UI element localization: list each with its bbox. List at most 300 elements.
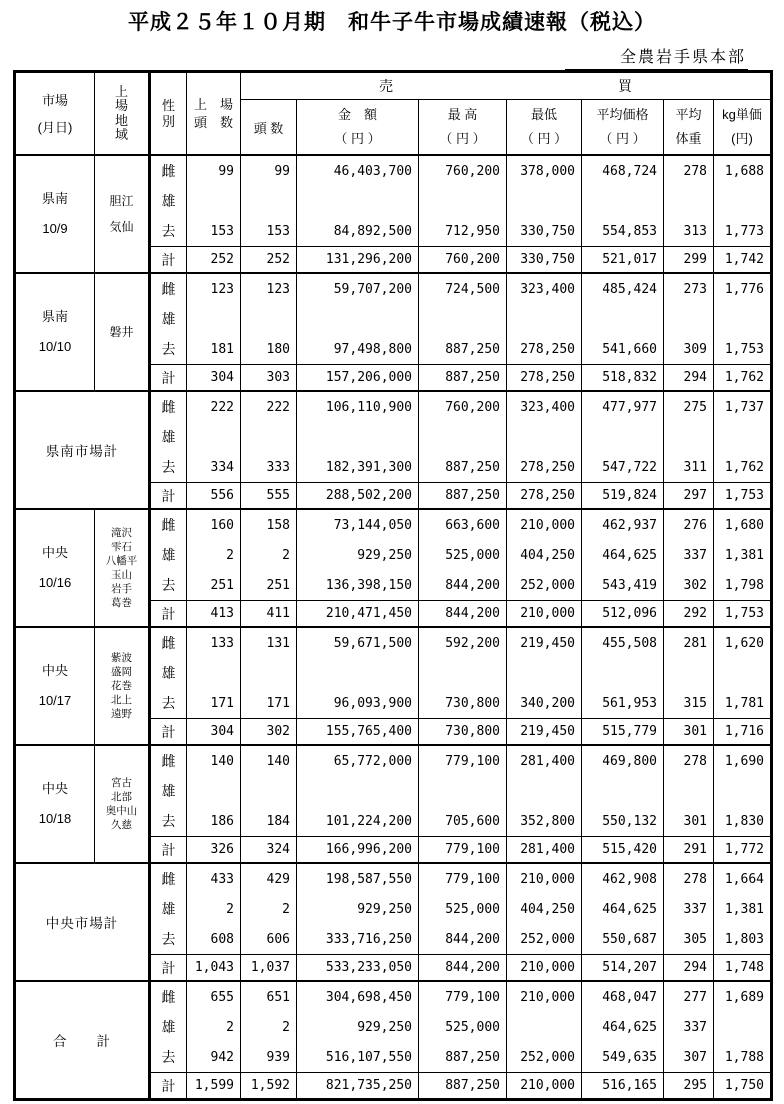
region-cell xyxy=(95,627,150,745)
cell-kg-unit-price: 1,798 xyxy=(714,570,772,601)
cell-max xyxy=(419,304,507,334)
cell-heads: 303 xyxy=(241,365,297,392)
sex-cell: 計 xyxy=(150,837,187,864)
cell-kg-unit-price: 1,742 xyxy=(714,247,772,274)
sex-cell: 雄 xyxy=(150,186,187,216)
cell-max: 525,000 xyxy=(419,1012,507,1042)
cell-amount: 304,698,450 xyxy=(297,981,419,1012)
cell-min: 352,800 xyxy=(507,806,582,837)
cell-amount: 516,107,550 xyxy=(297,1042,419,1073)
cell-listed-heads: 140 xyxy=(187,745,241,776)
cell-kg-unit-price: 1,381 xyxy=(714,894,772,924)
market-line: 10/16 xyxy=(38,575,72,590)
cell-avg-price: 464,625 xyxy=(582,540,664,570)
cell-amount: 97,498,800 xyxy=(297,334,419,365)
market-results-table xyxy=(13,70,773,1101)
cell-avg-weight: 278 xyxy=(664,863,714,894)
cell-avg-weight: 277 xyxy=(664,981,714,1012)
sex-cell: 計 xyxy=(150,247,187,274)
cell-kg-unit-price: 1,680 xyxy=(714,509,772,540)
cell-heads xyxy=(241,776,297,806)
cell-heads: 555 xyxy=(241,483,297,510)
cell-max: 887,250 xyxy=(419,1042,507,1073)
sex-cell: 去 xyxy=(150,1042,187,1073)
market-cell xyxy=(15,745,95,863)
cell-heads xyxy=(241,658,297,688)
cell-avg-price: 469,800 xyxy=(582,745,664,776)
cell-avg-weight: 301 xyxy=(664,806,714,837)
region-line: 久慈 xyxy=(111,819,132,831)
sex-cell: 雌 xyxy=(150,391,187,422)
region-line: 雫石 xyxy=(111,541,132,553)
cell-heads: 251 xyxy=(241,570,297,601)
cell-listed-heads: 181 xyxy=(187,334,241,365)
cell-min xyxy=(507,776,582,806)
sex-cell: 雌 xyxy=(150,627,187,658)
cell-avg-price: 547,722 xyxy=(582,452,664,483)
col-header-max: 最 高 （ 円 ） xyxy=(419,100,507,156)
cell-avg-price: 516,165 xyxy=(582,1073,664,1100)
cell-min: 278,250 xyxy=(507,365,582,392)
cell-kg-unit-price: 1,762 xyxy=(714,452,772,483)
cell-kg-unit-price xyxy=(714,186,772,216)
cell-kg-unit-price: 1,830 xyxy=(714,806,772,837)
col-header-sex: 性 別 xyxy=(150,72,187,156)
cell-avg-price: 477,977 xyxy=(582,391,664,422)
cell-avg-weight: 275 xyxy=(664,391,714,422)
sex-cell: 雄 xyxy=(150,658,187,688)
cell-listed-heads: 99 xyxy=(187,155,241,186)
cell-avg-weight: 291 xyxy=(664,837,714,864)
col-header-kg-unit-price: kg単価 (円) xyxy=(714,100,772,156)
cell-listed-heads: 413 xyxy=(187,601,241,628)
cell-heads: 184 xyxy=(241,806,297,837)
cell-min: 330,750 xyxy=(507,216,582,247)
cell-amount xyxy=(297,304,419,334)
cell-max: 779,100 xyxy=(419,745,507,776)
cell-heads: 411 xyxy=(241,601,297,628)
cell-avg-price: 512,096 xyxy=(582,601,664,628)
cell-min: 278,250 xyxy=(507,483,582,510)
cell-kg-unit-price: 1,788 xyxy=(714,1042,772,1073)
cell-amount: 46,403,700 xyxy=(297,155,419,186)
cell-avg-weight: 337 xyxy=(664,894,714,924)
cell-heads: 153 xyxy=(241,216,297,247)
region-line: 北上 xyxy=(111,694,132,706)
cell-min: 210,000 xyxy=(507,981,582,1012)
cell-avg-price xyxy=(582,304,664,334)
cell-avg-price: 550,132 xyxy=(582,806,664,837)
cell-listed-heads: 186 xyxy=(187,806,241,837)
sex-cell: 計 xyxy=(150,719,187,746)
cell-amount xyxy=(297,422,419,452)
cell-avg-price: 468,047 xyxy=(582,981,664,1012)
region-cell xyxy=(95,155,150,273)
cell-kg-unit-price: 1,753 xyxy=(714,601,772,628)
cell-kg-unit-price xyxy=(714,1012,772,1042)
cell-max: 887,250 xyxy=(419,452,507,483)
cell-avg-weight: 299 xyxy=(664,247,714,274)
cell-avg-price xyxy=(582,422,664,452)
cell-kg-unit-price xyxy=(714,422,772,452)
cell-avg-weight: 337 xyxy=(664,1012,714,1042)
cell-avg-weight: 302 xyxy=(664,570,714,601)
market-line: 中央 xyxy=(41,781,68,796)
col-header-avg-price: 平均価格 （ 円 ） xyxy=(582,100,664,156)
cell-avg-price: 464,625 xyxy=(582,1012,664,1042)
region-line: 磐井 xyxy=(109,325,134,339)
region-line: 気仙 xyxy=(109,220,134,234)
cell-kg-unit-price: 1,737 xyxy=(714,391,772,422)
cell-min xyxy=(507,658,582,688)
region-line: 遠野 xyxy=(111,708,132,720)
region-cell xyxy=(95,273,150,391)
col-header-heads: 頭 数 xyxy=(241,100,297,156)
cell-min: 281,400 xyxy=(507,745,582,776)
cell-amount: 198,587,550 xyxy=(297,863,419,894)
cell-min: 340,200 xyxy=(507,688,582,719)
table-row xyxy=(15,391,772,422)
cell-listed-heads: 942 xyxy=(187,1042,241,1073)
sex-cell: 雌 xyxy=(150,509,187,540)
cell-min: 219,450 xyxy=(507,627,582,658)
cell-min: 378,000 xyxy=(507,155,582,186)
market-cell xyxy=(15,155,95,273)
cell-amount: 166,996,200 xyxy=(297,837,419,864)
region-line: 胆江 xyxy=(109,194,134,208)
cell-avg-weight xyxy=(664,776,714,806)
cell-min xyxy=(507,422,582,452)
cell-max: 525,000 xyxy=(419,894,507,924)
cell-amount: 929,250 xyxy=(297,894,419,924)
cell-heads xyxy=(241,186,297,216)
cell-amount: 96,093,900 xyxy=(297,688,419,719)
cell-listed-heads: 160 xyxy=(187,509,241,540)
cell-avg-weight: 278 xyxy=(664,745,714,776)
cell-min: 281,400 xyxy=(507,837,582,864)
sex-cell: 計 xyxy=(150,1073,187,1100)
region-cell xyxy=(95,509,150,627)
cell-max: 760,200 xyxy=(419,247,507,274)
cell-min: 330,750 xyxy=(507,247,582,274)
sex-cell: 雄 xyxy=(150,422,187,452)
cell-listed-heads xyxy=(187,776,241,806)
cell-heads: 302 xyxy=(241,719,297,746)
cell-amount: 136,398,150 xyxy=(297,570,419,601)
cell-avg-weight: 297 xyxy=(664,483,714,510)
cell-listed-heads: 334 xyxy=(187,452,241,483)
cell-min: 252,000 xyxy=(507,1042,582,1073)
organization-name: 全農岩手県本部 xyxy=(565,44,748,70)
region-line: 滝沢 xyxy=(111,527,132,539)
cell-listed-heads xyxy=(187,658,241,688)
section-label: 合 計 xyxy=(15,981,150,1100)
table-row xyxy=(15,155,772,186)
cell-heads: 1,037 xyxy=(241,955,297,982)
cell-avg-price xyxy=(582,658,664,688)
cell-avg-weight xyxy=(664,422,714,452)
cell-kg-unit-price xyxy=(714,658,772,688)
region-line: 八幡平 xyxy=(105,555,138,567)
cell-min: 210,000 xyxy=(507,601,582,628)
cell-heads: 2 xyxy=(241,894,297,924)
sex-cell: 去 xyxy=(150,688,187,719)
cell-kg-unit-price: 1,781 xyxy=(714,688,772,719)
region-line: 花巻 xyxy=(111,680,132,692)
sex-cell: 計 xyxy=(150,365,187,392)
cell-listed-heads xyxy=(187,422,241,452)
cell-kg-unit-price: 1,381 xyxy=(714,540,772,570)
cell-heads: 180 xyxy=(241,334,297,365)
cell-max xyxy=(419,422,507,452)
cell-avg-weight: 313 xyxy=(664,216,714,247)
cell-listed-heads: 2 xyxy=(187,894,241,924)
cell-avg-weight xyxy=(664,658,714,688)
cell-max xyxy=(419,658,507,688)
cell-heads: 333 xyxy=(241,452,297,483)
cell-min xyxy=(507,186,582,216)
cell-avg-weight: 337 xyxy=(664,540,714,570)
market-line: 県南 xyxy=(41,191,68,206)
cell-avg-weight: 281 xyxy=(664,627,714,658)
cell-max: 730,800 xyxy=(419,688,507,719)
cell-min: 252,000 xyxy=(507,570,582,601)
table-row xyxy=(15,745,772,776)
cell-avg-price xyxy=(582,776,664,806)
col-header-amount: 金 額 （ 円 ） xyxy=(297,100,419,156)
region-cell xyxy=(95,745,150,863)
cell-amount: 155,765,400 xyxy=(297,719,419,746)
cell-max: 730,800 xyxy=(419,719,507,746)
cell-amount: 131,296,200 xyxy=(297,247,419,274)
cell-max: 663,600 xyxy=(419,509,507,540)
sex-cell: 計 xyxy=(150,601,187,628)
sex-cell: 去 xyxy=(150,216,187,247)
cell-avg-weight: 292 xyxy=(664,601,714,628)
cell-listed-heads: 433 xyxy=(187,863,241,894)
cell-avg-weight: 273 xyxy=(664,273,714,304)
sex-cell: 雄 xyxy=(150,776,187,806)
cell-max: 844,200 xyxy=(419,924,507,955)
cell-heads: 131 xyxy=(241,627,297,658)
cell-max: 760,200 xyxy=(419,391,507,422)
cell-max: 592,200 xyxy=(419,627,507,658)
cell-heads: 651 xyxy=(241,981,297,1012)
sex-cell: 雄 xyxy=(150,304,187,334)
trade-sell-label: 売 xyxy=(379,78,393,94)
cell-kg-unit-price: 1,762 xyxy=(714,365,772,392)
cell-avg-weight xyxy=(664,186,714,216)
cell-avg-price: 521,017 xyxy=(582,247,664,274)
cell-min: 404,250 xyxy=(507,894,582,924)
col-header-listed-heads: 上 場 頭 数 xyxy=(187,72,241,156)
cell-kg-unit-price: 1,689 xyxy=(714,981,772,1012)
sex-cell: 去 xyxy=(150,334,187,365)
region-line: 奥中山 xyxy=(105,805,138,817)
cell-heads: 2 xyxy=(241,540,297,570)
cell-heads xyxy=(241,422,297,452)
cell-listed-heads: 251 xyxy=(187,570,241,601)
cell-avg-weight: 301 xyxy=(664,719,714,746)
cell-kg-unit-price xyxy=(714,304,772,334)
cell-max: 887,250 xyxy=(419,1073,507,1100)
cell-heads: 1,592 xyxy=(241,1073,297,1100)
cell-listed-heads: 2 xyxy=(187,1012,241,1042)
sex-cell: 去 xyxy=(150,452,187,483)
cell-heads: 140 xyxy=(241,745,297,776)
cell-amount: 929,250 xyxy=(297,540,419,570)
region-line: 葛巻 xyxy=(111,597,132,609)
cell-max: 712,950 xyxy=(419,216,507,247)
cell-avg-price: 543,419 xyxy=(582,570,664,601)
cell-max: 779,100 xyxy=(419,863,507,894)
cell-avg-price xyxy=(582,186,664,216)
cell-min: 278,250 xyxy=(507,452,582,483)
cell-min: 219,450 xyxy=(507,719,582,746)
cell-kg-unit-price: 1,773 xyxy=(714,216,772,247)
cell-listed-heads: 304 xyxy=(187,719,241,746)
sex-cell: 去 xyxy=(150,570,187,601)
table-row xyxy=(15,863,772,894)
cell-avg-price: 550,687 xyxy=(582,924,664,955)
cell-max: 887,250 xyxy=(419,334,507,365)
cell-max: 760,200 xyxy=(419,155,507,186)
sex-cell: 雌 xyxy=(150,981,187,1012)
cell-kg-unit-price xyxy=(714,776,772,806)
market-line: 10/10 xyxy=(38,339,72,354)
cell-amount xyxy=(297,658,419,688)
cell-min: 323,400 xyxy=(507,391,582,422)
cell-avg-price: 518,832 xyxy=(582,365,664,392)
cell-heads: 939 xyxy=(241,1042,297,1073)
cell-avg-price: 554,853 xyxy=(582,216,664,247)
cell-min: 210,000 xyxy=(507,509,582,540)
region-line: 岩手 xyxy=(111,583,132,595)
sex-cell: 去 xyxy=(150,924,187,955)
cell-max: 887,250 xyxy=(419,365,507,392)
cell-kg-unit-price: 1,716 xyxy=(714,719,772,746)
cell-avg-weight xyxy=(664,304,714,334)
cell-amount: 929,250 xyxy=(297,1012,419,1042)
cell-heads: 429 xyxy=(241,863,297,894)
market-line: 10/17 xyxy=(38,693,72,708)
cell-max: 525,000 xyxy=(419,540,507,570)
sex-cell: 雄 xyxy=(150,1012,187,1042)
market-cell xyxy=(15,627,95,745)
cell-max: 724,500 xyxy=(419,273,507,304)
cell-max: 844,200 xyxy=(419,601,507,628)
table-row xyxy=(15,627,772,658)
cell-avg-weight: 294 xyxy=(664,365,714,392)
cell-avg-weight: 315 xyxy=(664,688,714,719)
cell-amount: 73,144,050 xyxy=(297,509,419,540)
cell-heads: 252 xyxy=(241,247,297,274)
cell-listed-heads: 133 xyxy=(187,627,241,658)
cell-amount: 288,502,200 xyxy=(297,483,419,510)
cell-heads: 606 xyxy=(241,924,297,955)
col-header-trade xyxy=(241,72,772,100)
sex-cell: 雌 xyxy=(150,273,187,304)
cell-kg-unit-price: 1,664 xyxy=(714,863,772,894)
cell-amount: 533,233,050 xyxy=(297,955,419,982)
cell-avg-price: 519,824 xyxy=(582,483,664,510)
market-line: 中央 xyxy=(41,545,68,560)
cell-avg-weight: 294 xyxy=(664,955,714,982)
cell-min xyxy=(507,304,582,334)
cell-kg-unit-price: 1,753 xyxy=(714,334,772,365)
cell-avg-price: 515,420 xyxy=(582,837,664,864)
col-header-min: 最低 （ 円 ） xyxy=(507,100,582,156)
cell-kg-unit-price: 1,748 xyxy=(714,955,772,982)
cell-avg-price: 462,937 xyxy=(582,509,664,540)
col-header-region: 上 場 地 域 xyxy=(95,72,150,156)
sex-cell: 計 xyxy=(150,955,187,982)
cell-kg-unit-price: 1,690 xyxy=(714,745,772,776)
cell-avg-price: 464,625 xyxy=(582,894,664,924)
cell-listed-heads: 556 xyxy=(187,483,241,510)
cell-listed-heads: 304 xyxy=(187,365,241,392)
cell-min: 323,400 xyxy=(507,273,582,304)
section-label: 中央市場計 xyxy=(15,863,150,981)
table-row xyxy=(15,509,772,540)
cell-amount: 59,707,200 xyxy=(297,273,419,304)
cell-avg-weight: 305 xyxy=(664,924,714,955)
region-line: 玉山 xyxy=(111,569,132,581)
cell-listed-heads: 655 xyxy=(187,981,241,1012)
col-header-market xyxy=(15,72,95,156)
cell-listed-heads xyxy=(187,186,241,216)
cell-kg-unit-price: 1,803 xyxy=(714,924,772,955)
cell-heads: 324 xyxy=(241,837,297,864)
trade-buy-label: 買 xyxy=(618,78,632,94)
cell-listed-heads: 326 xyxy=(187,837,241,864)
market-line: 10/9 xyxy=(42,221,68,236)
col-header-market-line2: (月日) xyxy=(37,119,73,135)
cell-heads: 158 xyxy=(241,509,297,540)
cell-avg-weight: 278 xyxy=(664,155,714,186)
cell-avg-weight: 295 xyxy=(664,1073,714,1100)
cell-listed-heads: 2 xyxy=(187,540,241,570)
region-line: 紫波 xyxy=(111,652,132,664)
cell-avg-price: 514,207 xyxy=(582,955,664,982)
page-title: 平成２５年１０月期 和牛子牛市場成績速報（税込） xyxy=(128,11,656,34)
cell-max: 844,200 xyxy=(419,570,507,601)
table-body xyxy=(15,155,772,1100)
sex-cell: 計 xyxy=(150,483,187,510)
cell-amount: 333,716,250 xyxy=(297,924,419,955)
cell-avg-price: 541,660 xyxy=(582,334,664,365)
cell-avg-weight: 276 xyxy=(664,509,714,540)
cell-kg-unit-price: 1,753 xyxy=(714,483,772,510)
cell-max: 779,100 xyxy=(419,837,507,864)
cell-kg-unit-price: 1,688 xyxy=(714,155,772,186)
cell-min: 210,000 xyxy=(507,1073,582,1100)
sex-cell: 雄 xyxy=(150,894,187,924)
cell-max: 779,100 xyxy=(419,981,507,1012)
cell-avg-price: 549,635 xyxy=(582,1042,664,1073)
cell-heads xyxy=(241,304,297,334)
cell-heads: 123 xyxy=(241,273,297,304)
cell-heads: 99 xyxy=(241,155,297,186)
cell-min: 210,000 xyxy=(507,863,582,894)
cell-avg-price: 561,953 xyxy=(582,688,664,719)
sex-cell: 去 xyxy=(150,806,187,837)
region-line: 北部 xyxy=(111,791,132,803)
cell-min: 252,000 xyxy=(507,924,582,955)
market-cell xyxy=(15,509,95,627)
cell-listed-heads: 1,599 xyxy=(187,1073,241,1100)
cell-avg-weight: 309 xyxy=(664,334,714,365)
